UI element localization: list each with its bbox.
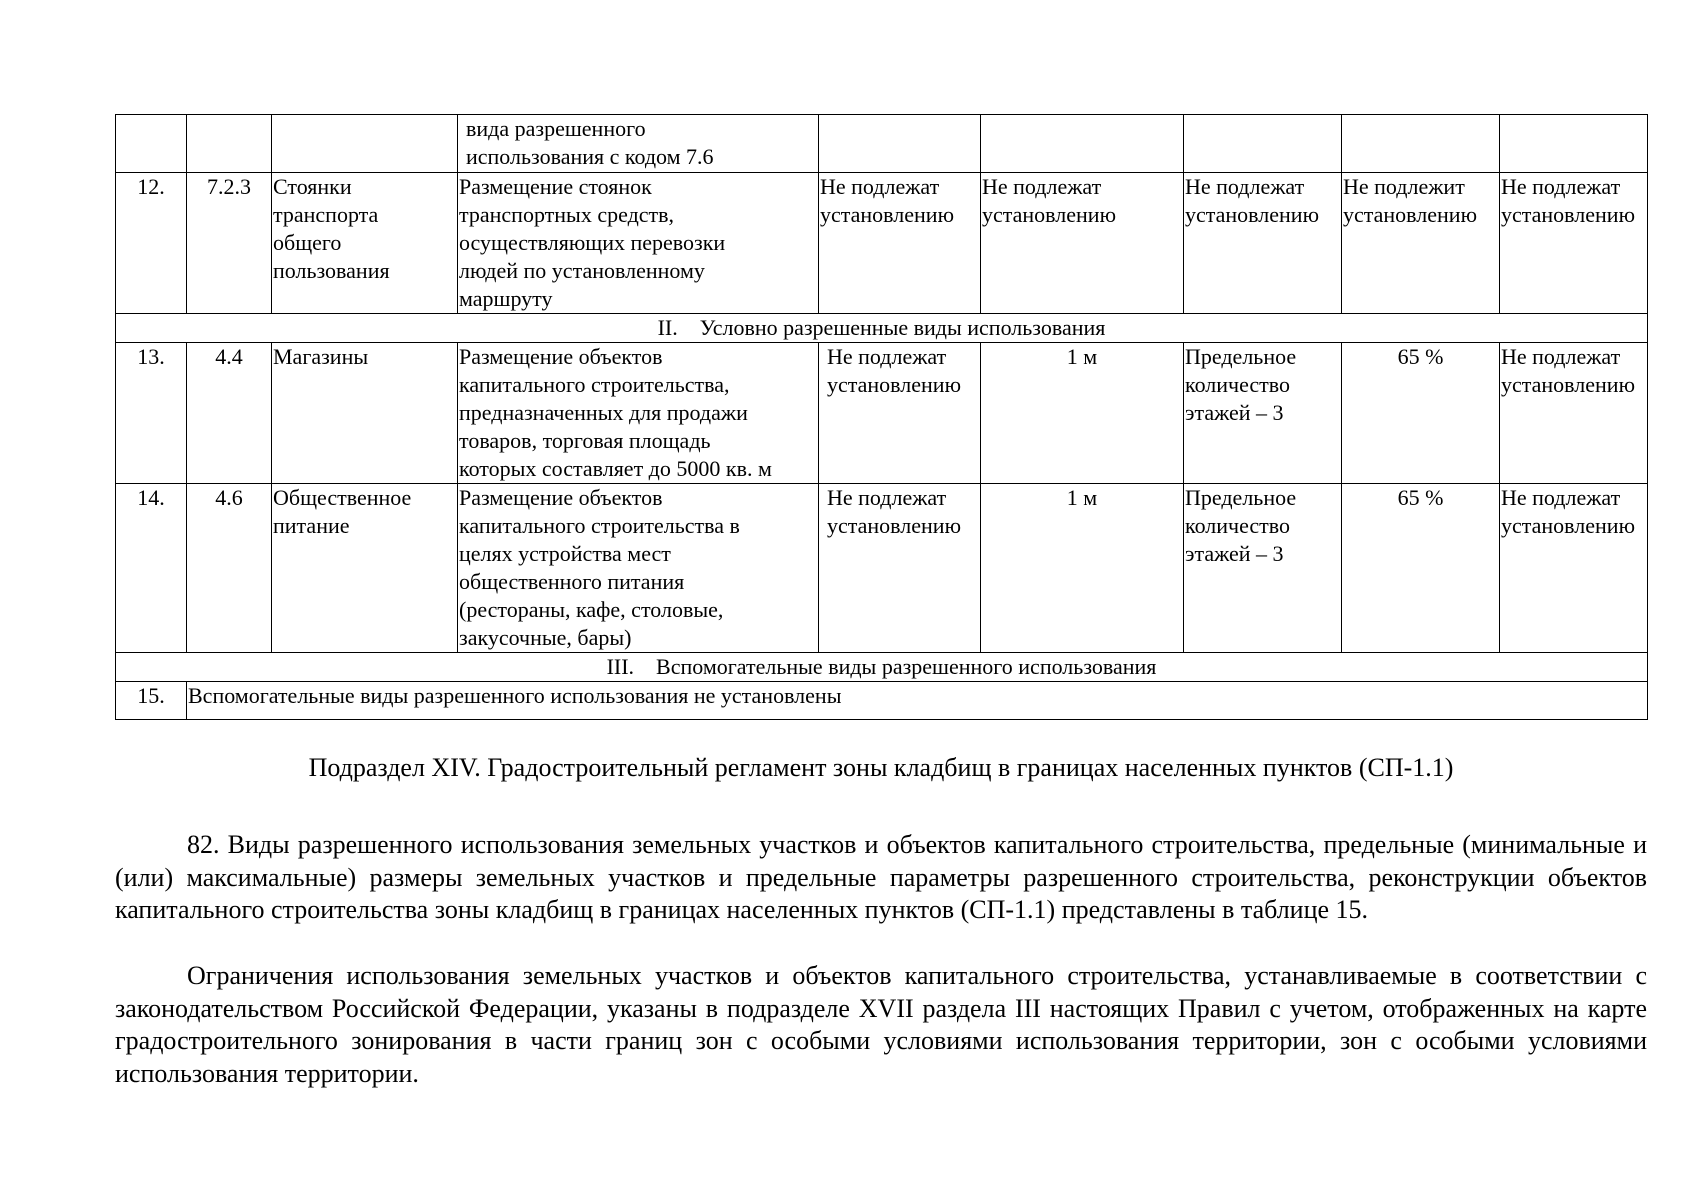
section-heading-row: [116, 314, 1648, 343]
cell-text: вида разрешенного использования с кодом 7.6: [466, 116, 714, 169]
cell-param: [981, 173, 1184, 314]
cell-code: [187, 115, 272, 173]
param-text: 65 %: [1397, 485, 1444, 510]
cell-param: [819, 173, 981, 314]
cell-param: [1342, 115, 1500, 173]
cell-code: [187, 343, 272, 484]
cell-code: [187, 484, 272, 653]
cell-desc: [458, 484, 819, 653]
row-desc: Размещение объектов капитального строительства, предназначенных для продажи товаров, торговая площадь которых составляет до 5000 кв. м: [459, 344, 772, 481]
param-text: 1 м: [1066, 485, 1098, 510]
row-code: 7.2.3: [207, 174, 251, 199]
section-title: II. Условно разрешенные виды использования: [657, 315, 1106, 340]
cell-desc: [458, 115, 819, 173]
cell-param: [1342, 343, 1500, 484]
cell-param: [1184, 173, 1342, 314]
row-desc: Размещение объектов капитального строительства в целях устройства мест общественного питания (рестораны, кафе, столовые, закусочные, бары): [459, 485, 740, 650]
section-heading-row: [116, 653, 1648, 682]
param-text: Не подлежит установлению: [1343, 174, 1478, 227]
param-text: 1 м: [1066, 344, 1098, 369]
table-row-12: [116, 173, 1648, 314]
section-heading: [116, 653, 1648, 682]
cell-param: [1184, 343, 1342, 484]
table-row-continuation: [116, 115, 1648, 173]
table-row-15: [116, 682, 1648, 720]
cell-param: [981, 115, 1184, 173]
cell-name: [272, 343, 458, 484]
cell-param: [819, 115, 981, 173]
param-text: Не подлежат установлению: [1501, 174, 1636, 227]
row-code: 4.6: [215, 485, 243, 510]
paragraph-82: 82. Виды разрешенного использования земельных участков и объектов капитального строительства, предельные (минимальные и (или) максимальные) размеры земельных участков и предельные параметры разрешенного строительства, реконструкции объектов капитального строительства зоны кладбищ в границах населенных пунктов (СП-1.1) представлены в таблице 15.: [115, 830, 1647, 924]
param-text: Не подлежат установлению: [827, 485, 962, 538]
cell-name: [272, 484, 458, 653]
row-text: Вспомогательные виды разрешенного использования не установлены: [188, 683, 842, 708]
section-heading: [116, 314, 1648, 343]
row-name: Общественное питание: [273, 485, 412, 538]
cell-num: [116, 343, 187, 484]
cell-num: [116, 115, 187, 173]
param-text: Не подлежат установлению: [1185, 174, 1320, 227]
cell-num: [116, 173, 187, 314]
cell-param: [819, 343, 981, 484]
cell-param: [819, 484, 981, 653]
cell-param: [981, 484, 1184, 653]
row-code: 4.4: [215, 344, 243, 369]
cell-param: [1500, 343, 1648, 484]
paragraph-restrictions: Ограничения использования земельных участков и объектов капитального строительства, устанавливаемые в соответствии с законодательством Российской Федерации, указаны в подразделе XVII раздела III настоящих Правил с учетом, отображенных на карте градостроительного зонирования в части границ зон с особыми условиями использования территории, зон с особыми условиями использования территории.: [115, 961, 1647, 1088]
row-desc: Размещение стоянок транспортных средств, осуществляющих перевозки людей по установленному маршруту: [459, 174, 726, 311]
cell-param: [1500, 173, 1648, 314]
cell-num: [116, 484, 187, 653]
param-text: Предельное количество этажей – 3: [1185, 485, 1297, 566]
section-title: III. Вспомогательные виды разрешенного использования: [606, 654, 1157, 679]
param-text: Не подлежат установлению: [1501, 485, 1636, 538]
cell-param: [1184, 484, 1342, 653]
cell-desc: [458, 343, 819, 484]
cell-param: [1184, 115, 1342, 173]
table-row-14: [116, 484, 1648, 653]
param-text: Не подлежат установлению: [820, 174, 955, 227]
cell-param: [1342, 484, 1500, 653]
cell-param: [981, 343, 1184, 484]
table-row-13: [116, 343, 1648, 484]
cell-param: [1500, 115, 1648, 173]
row-name: Стоянки транспорта общего пользования: [273, 174, 390, 283]
cell-param: [1342, 173, 1500, 314]
cell-merged: [187, 682, 1648, 720]
param-text: Не подлежат установлению: [827, 344, 962, 397]
param-text: Предельное количество этажей – 3: [1185, 344, 1297, 425]
row-number: 12.: [137, 174, 165, 199]
param-text: 65 %: [1397, 344, 1444, 369]
cell-param: [1500, 484, 1648, 653]
param-text: Не подлежат установлению: [982, 174, 1117, 227]
cell-name: [272, 115, 458, 173]
cell-name: [272, 173, 458, 314]
regulations-table: [115, 114, 1648, 720]
cell-num: [116, 682, 187, 720]
row-number: 14.: [137, 485, 165, 510]
row-number: 13.: [137, 344, 165, 369]
param-text: Не подлежат установлению: [1501, 344, 1636, 397]
cell-code: [187, 173, 272, 314]
row-name: Магазины: [273, 344, 369, 369]
subsection-heading: Подраздел XIV. Градостроительный регламент зоны кладбищ в границах населенных пунктов (СП-1.1): [308, 753, 1454, 782]
cell-desc: [458, 173, 819, 314]
row-number: 15.: [137, 683, 165, 708]
